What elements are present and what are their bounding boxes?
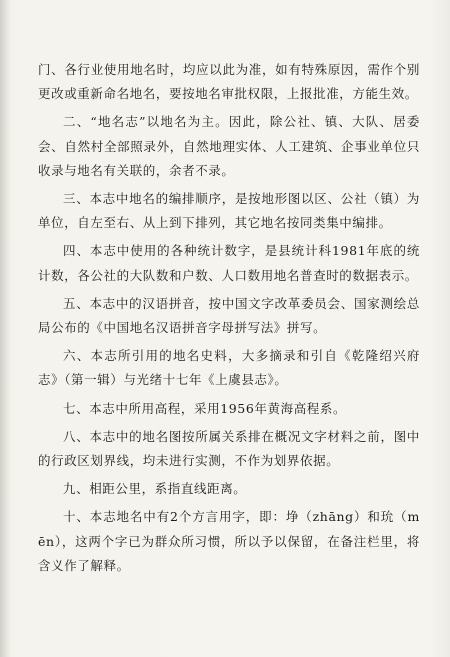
paragraph-4: 四、本志中使用的各种统计数字，是县统计科1981年底的统计数，各公社的大队数和户数、人口数用地名普查时的数据表示。 xyxy=(38,243,420,283)
paragraph-5: 五、本志中的汉语拼音，按中国文字改革委员会、国家测绘总局公布的《中国地名汉语拼音字母拼写法》拼写。 xyxy=(38,295,420,336)
paragraph-6: 六、本志所引用的地名史料，大多摘录和引自《乾隆绍兴府志》（第一辑）与光绪十七年《上虞县志》。 xyxy=(38,348,420,388)
paragraph-3: 三、本志中地名的编排顺序，是按地形图以区、公社（镇）为单位，自左至右、从上到下排列，其它地名按同类集中编排。 xyxy=(38,191,420,231)
paragraph-1-continued: 门、各行业使用地名时，均应以此为准，如有特殊原因，需作个别更改或重新命名地名，要按地名审批权限，上报批准，方能生效。 xyxy=(38,62,420,102)
paragraph-2: 二、“地名志”以地名为主。因此，除公社、镇、大队、居委会、自然村全部照录外，自然地理实体、人工建筑、企事业单位只收录与地名有关联的，余者不录。 xyxy=(38,114,420,178)
binding-shadow xyxy=(0,0,10,657)
paragraph-7: 七、本志中所用高程，采用1956年黄海高程系。 xyxy=(63,400,347,416)
paragraph-8: 八、本志中的地名图按所属关系排在概况文字材料之前，图中的行政区划界线，均未进行实测，不作为划界依据。 xyxy=(38,428,420,469)
paragraph-9: 九、相距公里，系指直线距离。 xyxy=(63,481,247,497)
paragraph-10: 十、本志地名中有2个方言用字，即：埩（zhāng）和玧（mēn），这两个字已为群众所习惯，所以予以保留，在备注栏里，将含义作了解释。 xyxy=(38,509,420,573)
